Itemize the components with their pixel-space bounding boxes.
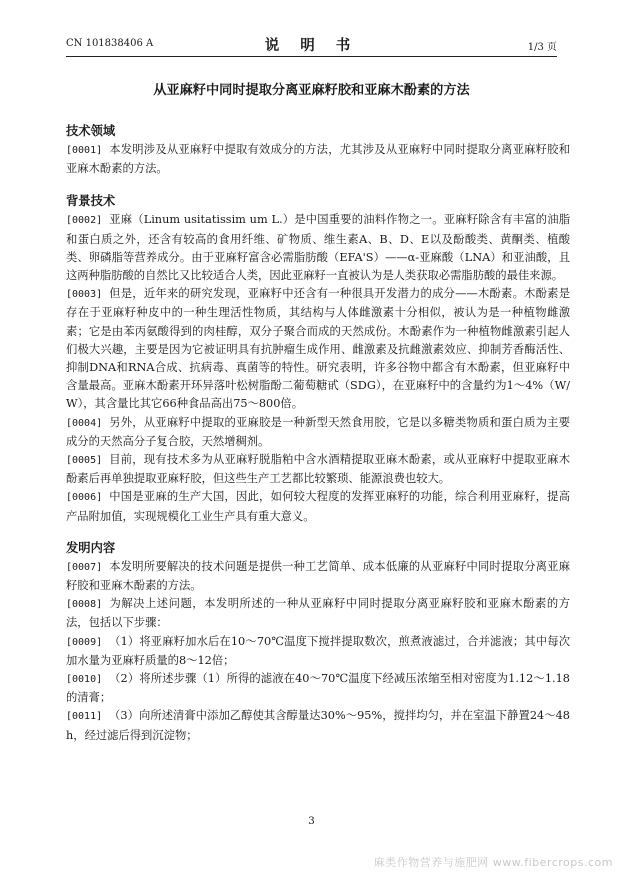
section-heading: 技术领域 bbox=[66, 123, 116, 138]
section-heading: 背景技术 bbox=[66, 193, 116, 209]
background-section bbox=[66, 192, 570, 525]
paragraph-list bbox=[66, 558, 570, 745]
paragraph-number: [0002] bbox=[66, 215, 103, 227]
paragraph-text: （2）将所述步骤（1）所得的滤液在40～70℃温度下经减压浓缩至相对密度为1.12～1.18的清膏； bbox=[66, 672, 570, 705]
document-type: 说 明 书 bbox=[264, 37, 359, 54]
paragraph-list bbox=[66, 141, 570, 178]
patent-number: CN 101838406 A bbox=[66, 38, 154, 49]
paragraph-number: [0005] bbox=[66, 455, 103, 467]
paragraph bbox=[66, 488, 570, 525]
paragraph-text: （1）将亚麻籽加水后在10～70℃温度下搅拌提取数次，煎煮液滤过，合并滤液；其中每次加水量为亚麻籽质量的8～12倍； bbox=[66, 634, 570, 667]
paragraph bbox=[66, 670, 570, 707]
paragraph-number: [0007] bbox=[66, 561, 103, 573]
page-indicator: 1/3 页 bbox=[527, 42, 557, 53]
paragraph-text: 中国是亚麻的生产大国，因此，如何较大程度的发挥亚麻籽的功能，综合利用亚麻籽，提高产品附加值，实现规模化工业生产具有重大意义。 bbox=[66, 490, 570, 523]
document-body bbox=[66, 122, 570, 745]
paragraph-list bbox=[66, 211, 570, 525]
paragraph-number: [0011] bbox=[66, 711, 103, 723]
paragraph bbox=[66, 141, 570, 178]
document-title: 从亚麻籽中同时提取分离亚麻籽胶和亚麻木酚素的方法 bbox=[153, 83, 470, 98]
paragraph bbox=[66, 558, 570, 595]
paragraph-text: 本发明所要解决的技术问题是提供一种工艺简单、成本低廉的从亚麻籽中同时提取分离亚麻籽胶和亚麻木酚素的方法。 bbox=[66, 559, 570, 593]
paragraph bbox=[66, 707, 570, 744]
paragraph-text: 但是，近年来的研究发现，亚麻籽中还含有一种很具开发潜力的成分——木酚素。木酚素是存在于亚麻籽种皮中的一种生理活性物质，其结构与人体雌激素十分相似，被认为是一种植物雌激素；它是由苯丙氨酸得到的肉桂醇，双分子聚合而成的天然成份。木酚素作为一种植物雌激素引起人们极大兴趣，主要是因为它被证明具有抗肿瘤生成作用、雌激素及抗雌激素效应、抑制芳香酶活性、抑制DNA和RNA合成、抗病毒、真菌等的特性。研究表明，许多谷物中都含有木酚素，但亚麻籽中含量最高。亚麻木酚素开环异落叶松树脂酚二葡萄糖甙（SDG），在亚麻籽中的含量约为1～4%（W/W），其含量比其它66种食品高出75～800倍。 bbox=[66, 287, 570, 411]
site-watermark: 麻类作物营养与施肥网 www.fibercrops.com bbox=[373, 856, 613, 869]
paragraph-text: 亚麻（Linum usitatissim um L.）是中国重要的油料作物之一。亚麻籽除含有丰富的油脂和蛋白质之外，还含有较高的食用纤维、矿物质、维生素A、B、D、E以及酚酸类、黄酮类、植酸类、卵磷脂等营养成分。由于亚麻籽富含必需脂肪酸（EFA'S）——α-亚麻酸（LNA）和亚油酸，且这两种脂肪酸的自然比又比较适合人类，因此亚麻籽一直被认为是人类获取必需脂肪酸的最佳来源。 bbox=[66, 213, 570, 283]
paragraph-number: [0006] bbox=[66, 492, 103, 504]
paragraph-number: [0001] bbox=[66, 145, 103, 156]
paragraph bbox=[66, 451, 570, 488]
paragraph-number: [0003] bbox=[66, 289, 103, 301]
invention-section bbox=[66, 539, 570, 745]
paragraph-number: [0010] bbox=[66, 674, 103, 686]
paragraph bbox=[66, 595, 570, 632]
paragraph-text: 本发明涉及从亚麻籽中提取有效成分的方法，尤其涉及从亚麻籽中同时提取分离亚麻籽胶和亚麻木酚素的方法。 bbox=[66, 143, 570, 176]
paragraph-number: [0009] bbox=[66, 636, 103, 648]
page-number: 3 bbox=[308, 815, 315, 827]
section-heading: 发明内容 bbox=[66, 539, 116, 555]
tech-field-section bbox=[66, 122, 570, 178]
paragraph bbox=[66, 285, 570, 413]
paragraph-text: 为解决上述问题，本发明所述的一种从亚麻籽中同时提取分离亚麻籽胶和亚麻木酚素的方法，包括以下步骤： bbox=[66, 597, 570, 630]
paragraph-text: （3）向所述清膏中添加乙醇使其含醇量达30%～95%，搅拌均匀，并在室温下静置24～48h，经过滤后得到沉淀物； bbox=[66, 709, 570, 742]
paragraph-text: 目前，现有技术多为从亚麻籽脱脂粕中含水酒精提取亚麻木酚素，或从亚麻籽中提取亚麻木酚素后再单独提取亚麻籽胶，但这些生产工艺都比较繁琐、能源浪费也较大。 bbox=[66, 453, 570, 486]
paragraph bbox=[66, 633, 570, 670]
paragraph-number: [0004] bbox=[66, 417, 103, 429]
paragraph bbox=[66, 211, 570, 285]
paragraph-number: [0008] bbox=[66, 599, 103, 611]
paragraph-text: 另外，从亚麻籽中提取的亚麻胶是一种新型天然食用胶，它是以多糖类物质和蛋白质为主要成分的天然高分子复合胶，天然增稠剂。 bbox=[66, 415, 570, 448]
paragraph bbox=[66, 414, 570, 451]
page-header bbox=[66, 34, 557, 57]
